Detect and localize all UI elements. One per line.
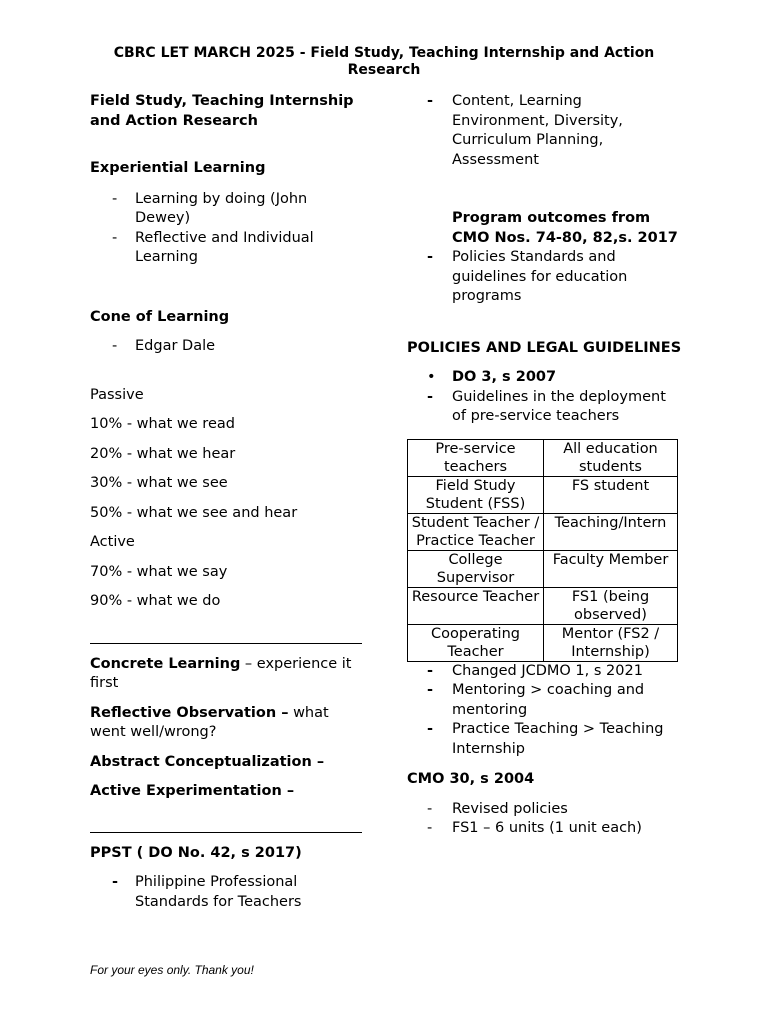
main-heading: Field Study, Teaching Internship and Action Research (90, 93, 354, 129)
experiential-heading: Experiential Learning (90, 160, 266, 176)
do-bullet-list (407, 368, 682, 427)
cone-active-item: 70% - what we say (90, 563, 228, 580)
role-cell: Pre-service teachers (408, 439, 544, 476)
table-row (408, 624, 678, 661)
cone-passive-item: 10% - what we read (90, 416, 235, 432)
left-column (90, 92, 362, 912)
kolb-item: Reflective Observation – what went well/wrong? (90, 704, 329, 740)
cone-active-item: 90% - what we do (90, 593, 221, 609)
cone-list (90, 337, 362, 357)
list-item: - Reflective and Individual Learning (112, 229, 314, 265)
passive-label: Passive (90, 386, 144, 403)
equivalent-cell: FS student (544, 476, 678, 513)
equivalent-cell: Mentor (FS2 / Internship) (544, 624, 678, 661)
list-item: - Edgar Dale (112, 338, 216, 354)
list-item: - Changed JCDMO 1, s 2021 (427, 662, 643, 679)
list-item: - FS1 – 6 units (1 unit each) (427, 820, 642, 836)
cone-passive-item: 20% - what we hear (90, 445, 236, 462)
cmo30-list (407, 800, 682, 839)
list-item: - Philippine Professional Standards for Teachers (112, 874, 302, 910)
footer-note: For your eyes only. Thank you! (90, 963, 254, 977)
equivalent-cell: Faculty Member (544, 550, 678, 587)
list-item: • DO 3, s 2007 (427, 369, 557, 385)
role-cell: Student Teacher / Practice Teacher (408, 513, 544, 550)
table-row (408, 439, 678, 476)
list-item: - Learning by doing (John Dewey) (112, 190, 308, 226)
role-cell: Resource Teacher (408, 587, 544, 624)
program-outcomes-list (407, 248, 682, 307)
cone-passive-item: 50% - what we see and hear (90, 504, 298, 521)
table-row (408, 587, 678, 624)
active-label: Active (90, 534, 135, 550)
kolb-item: Concrete Learning – experience it first (90, 655, 352, 691)
divider (90, 832, 362, 833)
list-item: - Content, Learning Environment, Diversity, Curriculum Planning, Assessment (427, 93, 623, 168)
ppst-heading: PPST ( DO No. 42, s 2017) (90, 844, 302, 861)
table-row (408, 476, 678, 513)
experiential-list (90, 190, 362, 268)
right-column (407, 92, 682, 839)
equivalent-cell: FS1 (being observed) (544, 587, 678, 624)
kolb-item: Abstract Conceptualization – (90, 753, 325, 770)
kolb-item: Active Experimentation – (90, 783, 295, 799)
table-row (408, 513, 678, 550)
table-row (408, 550, 678, 587)
role-cell: Cooperating Teacher (408, 624, 544, 661)
cone-heading: Cone of Learning (90, 308, 230, 325)
ppst-list (90, 873, 362, 912)
policies-heading: POLICIES AND LEGAL GUIDELINES (407, 339, 682, 356)
after-table-list (407, 662, 682, 760)
role-cell: Field Study Student (FSS) (408, 476, 544, 513)
list-item: - Mentoring > coaching and mentoring (427, 682, 645, 718)
list-item: - Guidelines in the deployment of pre-service teachers (427, 388, 666, 424)
list-item: - Practice Teaching > Teaching Internship (427, 721, 664, 757)
program-outcomes-heading: Program outcomes from CMO Nos. 74-80, 82,s. 2017 (452, 210, 678, 246)
competency-list (407, 92, 682, 170)
equivalent-cell: All education students (544, 439, 678, 476)
role-cell: College Supervisor (408, 550, 544, 587)
document-title: CBRC LET MARCH 2025 - Field Study, Teaching Internship and Action Research (113, 45, 655, 78)
cmo30-heading: CMO 30, s 2004 (407, 771, 535, 787)
divider (90, 643, 362, 644)
list-item: - Revised policies (427, 800, 568, 817)
roles-table (407, 439, 678, 662)
cone-passive-item: 30% - what we see (90, 475, 228, 491)
equivalent-cell: Teaching/Intern (544, 513, 678, 550)
list-item: - Policies Standards and guidelines for education programs (427, 249, 628, 304)
